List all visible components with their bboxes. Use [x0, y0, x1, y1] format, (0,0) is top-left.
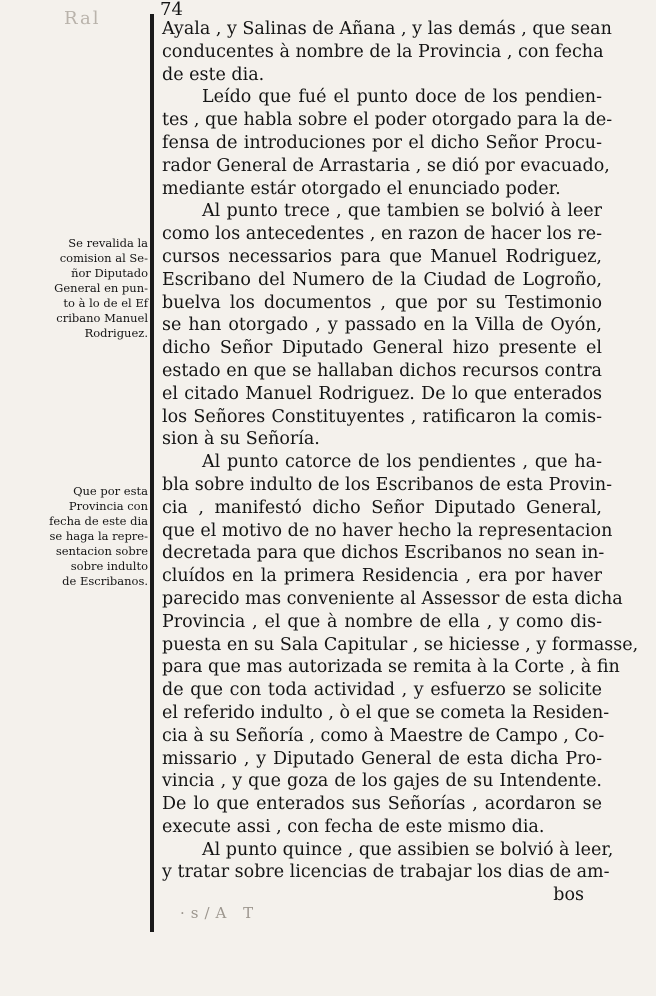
- page-number: 74: [160, 0, 183, 20]
- bleed-through-text: [0, 0, 150, 40]
- text-line: missario , y Diputado General de esta dicha Pro-: [162, 748, 602, 769]
- bleed-through-heading: Ral: [64, 8, 101, 29]
- text-line: que el motivo de no haver hecho la representacion: [162, 520, 613, 541]
- text-line: Al punto catorce de los pendientes , que ha-: [202, 452, 602, 473]
- text-line: dicho Señor Diputado General hizo presente el: [162, 338, 602, 359]
- text-line: Al punto quince , que assibien se bolvió à leer,: [202, 839, 614, 860]
- text-line: de que con toda actividad , y esfuerzo se solicite: [162, 680, 602, 701]
- text-line: cia à su Señoría , como à Maestre de Campo , Co-: [162, 725, 605, 746]
- text-line: cia , manifestó dicho Señor Diputado General,: [162, 497, 602, 518]
- margin-note-line: Que por esta: [73, 484, 148, 498]
- text-line: De lo que enterados sus Señorías , acordaron se: [162, 794, 602, 815]
- text-line: decretada para que dichos Escribanos no sean in-: [162, 543, 605, 564]
- text-line: parecido mas conveniente al Assessor de esta dicha: [162, 588, 623, 609]
- text-line: Ayala , y Salinas de Añana , y las demás , que sean: [162, 19, 612, 39]
- text-line: Provincia , el que à nombre de ella , y como dis-: [162, 611, 602, 632]
- margin-rule: [150, 14, 154, 932]
- text-line: vincia , y que goza de los gajes de su Intendente.: [162, 771, 602, 792]
- margin-note-line: ñor Diputado: [71, 266, 148, 280]
- text-line: de este dia.: [162, 64, 265, 85]
- text-line: los Señores Constituyentes , ratificaron la comis-: [162, 406, 602, 427]
- margin-note-line: General en pun-: [54, 281, 148, 295]
- catchword: bos: [553, 885, 584, 906]
- text-line: Leído que fué el punto doce de los pendien-: [202, 87, 602, 108]
- text-line: Al punto trece , que tambien se bolvió à leer: [202, 201, 602, 222]
- text-line: fensa de introduciones por el dicho Señor Procu-: [162, 132, 602, 153]
- text-line: para que mas autorizada se remita à la Corte , à fin: [162, 657, 620, 678]
- margin-note-line: de Escribanos.: [62, 574, 148, 588]
- text-line: rador General de Arrastaria , se dió por evacuado,: [162, 155, 610, 176]
- margin-note-line: cribano Manuel: [56, 311, 148, 325]
- text-line: mediante estár otorgado el enunciado poder.: [162, 178, 561, 199]
- margin-note-line: Rodriguez.: [84, 326, 148, 340]
- text-line: como los antecedentes , en razon de hacer los re-: [162, 224, 602, 245]
- margin-note-line: sobre indulto: [70, 559, 148, 573]
- text-line: Escribano del Numero de la Ciudad de Logroño,: [162, 269, 602, 290]
- text-line: el referido indulto , ò el que se cometa la Residen-: [162, 702, 610, 723]
- text-line: se han otorgado , y passado en la Villa de Oyón,: [162, 315, 602, 336]
- text-line: execute assi , con fecha de este mismo dia.: [162, 816, 545, 837]
- margin-note-line: se haga la repre-: [49, 529, 148, 543]
- margin-note-line: Provincia con: [68, 499, 148, 513]
- text-line: y tratar sobre licencias de trabajar los dias de am-: [162, 862, 610, 883]
- margin-note-line: to à lo de el Ef: [63, 296, 148, 310]
- margin-note-line: comision al Se-: [59, 251, 148, 265]
- text-line: el citado Manuel Rodriguez. De lo que enterados: [162, 383, 602, 404]
- text-line: bla sobre indulto de los Escribanos de esta Provin-: [162, 474, 613, 495]
- text-line: puesta en su Sala Capitular , se hiciesse , y formasse,: [162, 634, 639, 655]
- text-line: tes , que habla sobre el poder otorgado para la de-: [162, 110, 613, 131]
- text-line: estado en que se hallaban dichos recursos contra: [162, 360, 602, 381]
- text-line: sion à su Señoría.: [162, 429, 320, 450]
- margin-note-line: sentacion sobre: [55, 544, 148, 558]
- text-line: buelva los documentos , que por su Testimonio: [162, 292, 602, 313]
- margin-note-line: Se revalida la: [68, 236, 148, 250]
- margin-note-revalida: [38, 236, 148, 341]
- margin-note-line: fecha de este dia: [49, 514, 148, 528]
- body-text: [162, 18, 639, 907]
- bleed-through-footer: ·s/A T: [180, 904, 260, 922]
- text-line: cursos necessarios para que Manuel Rodriguez,: [162, 246, 602, 267]
- margin-note-indulto: [38, 484, 148, 589]
- text-line: conducentes à nombre de la Provincia , con fecha: [162, 41, 604, 62]
- text-line: cluídos en la primera Residencia , era por haver: [162, 566, 602, 587]
